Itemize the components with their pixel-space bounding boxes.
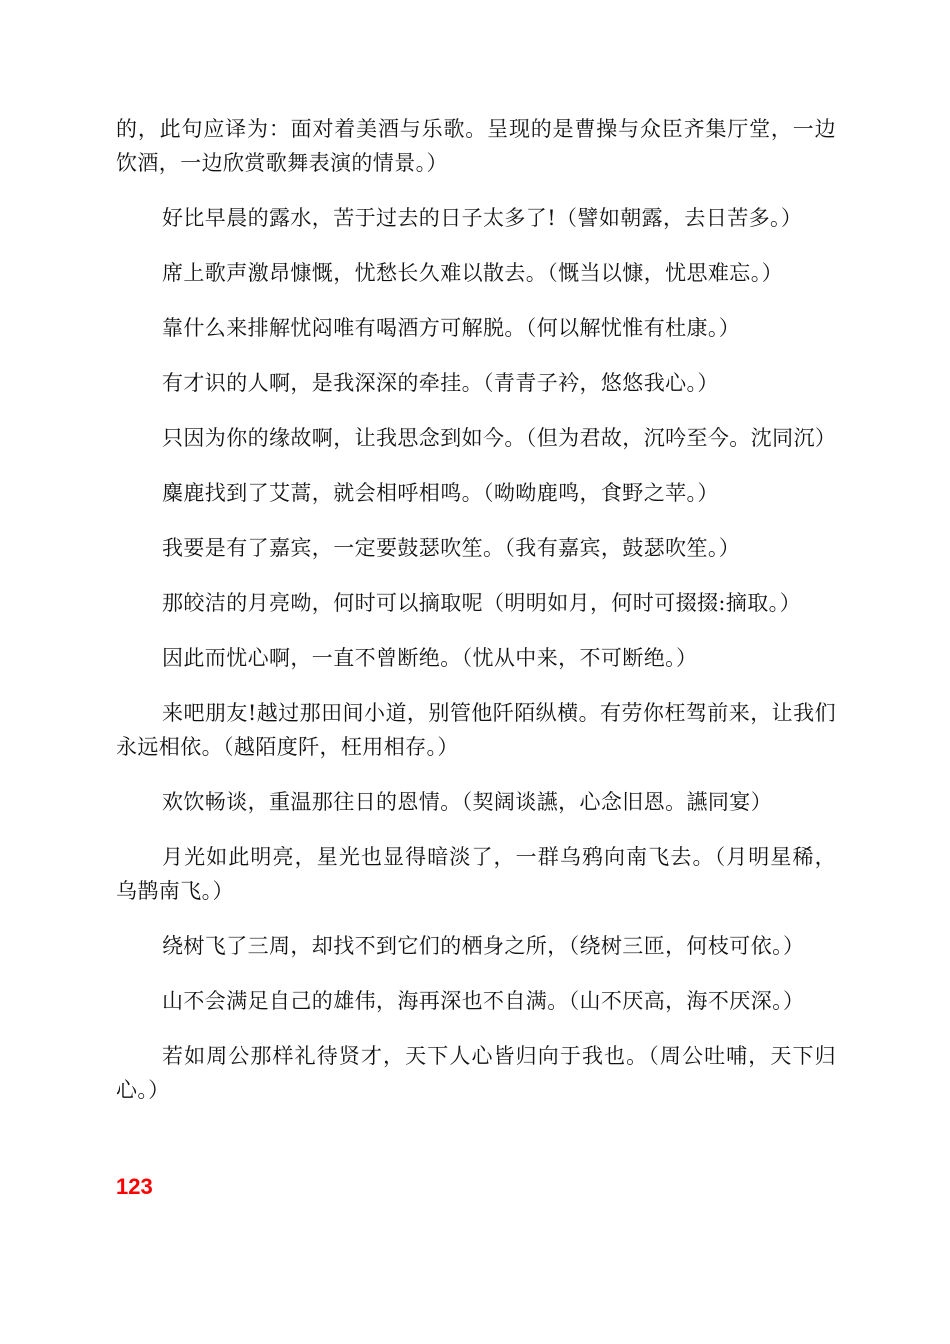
paragraph-circle-tree: 绕树飞了三周，却找不到它们的栖身之所，（绕树三匝，何枝可依。） [162, 934, 805, 958]
paragraph-wine-relief: 靠什么来排解忧闷唯有喝酒方可解脱。（何以解忧惟有杜康。） [162, 316, 741, 340]
paragraph-moon-stars: 月光如此明亮，星光也显得暗淡了，一群乌鸦向南飞去。（月明星稀，乌鹊南飞。） [116, 845, 836, 903]
paragraph-feast-talk: 欢饮畅谈，重温那往日的恩情。（契阔谈讌，心念旧恩。讌同宴） [162, 790, 773, 814]
paragraph-song-passion: 席上歌声激昂慷慨，忧愁长久难以散去。（慨当以慷，忧思难忘。） [162, 261, 783, 285]
paragraph-bright-moon: 那皎洁的月亮呦，何时可以摘取呢（明明如月，何时可掇掇:摘取。） [162, 591, 801, 615]
paragraph-endless-worry: 因此而忧心啊，一直不曾断绝。（忧从中来，不可断绝。） [162, 646, 698, 670]
document-body [116, 112, 836, 1128]
paragraph-honored-guests: 我要是有了嘉宾，一定要鼓瑟吹笙。（我有嘉宾，鼓瑟吹笙。） [162, 536, 741, 560]
paragraph-mountain-sea: 山不会满足自己的雄伟，海再深也不自满。（山不厌高，海不厌深。） [162, 989, 805, 1013]
paragraph-for-your-sake: 只因为你的缘故啊，让我思念到如今。（但为君故，沉吟至今。沈同沉） [162, 426, 837, 450]
paragraph-talented-people: 有才识的人啊，是我深深的牵挂。（青青子衿，悠悠我心。） [162, 371, 719, 395]
paragraph-come-friends: 来吧朋友!越过那田间小道，别管他阡陌纵横。有劳你枉驾前来，让我们永远相依。（越陌度阡，枉用相存。） [116, 701, 836, 759]
page-number: 123 [116, 1174, 153, 1199]
paragraph-continuation: 的，此句应译为：面对着美酒与乐歌。呈现的是曹操与众臣齐集厅堂，一边饮酒，一边欣赏歌舞表演的情景。） [116, 117, 836, 175]
paragraph-morning-dew: 好比早晨的露水，苦于过去的日子太多了!（譬如朝露，去日苦多。） [162, 206, 803, 230]
paragraph-deer-call: 麋鹿找到了艾蒿，就会相呼相鸣。（呦呦鹿鸣，食野之苹。） [162, 481, 719, 505]
paragraph-duke-zhou: 若如周公那样礼待贤才，天下人心皆归向于我也。（周公吐哺，天下归心。） [116, 1044, 836, 1102]
